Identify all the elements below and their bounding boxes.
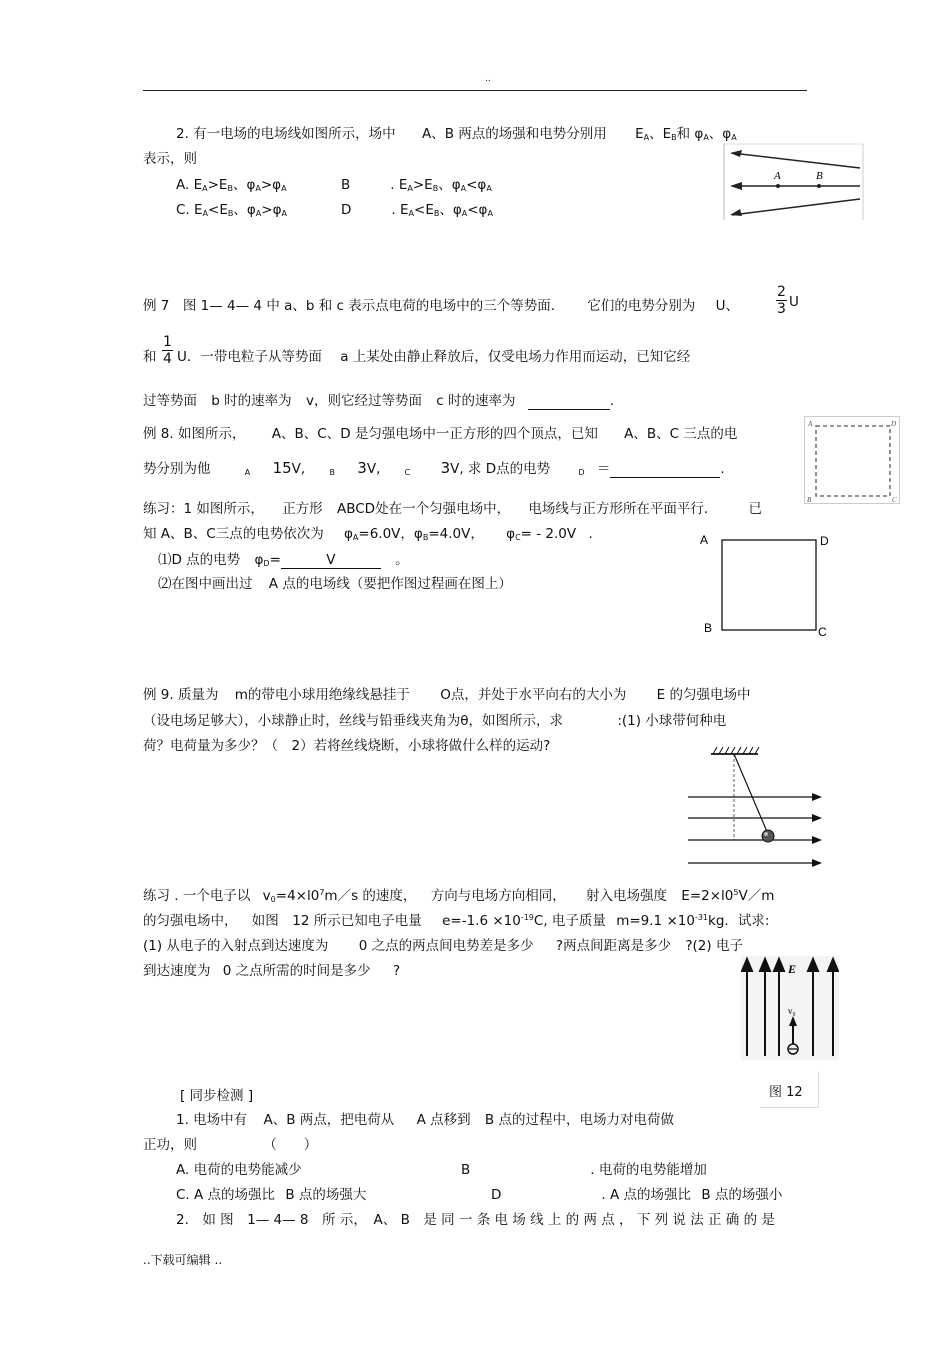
sync-q1-option-d: D . A 点的场强比 B 点的场强小 bbox=[491, 1187, 783, 1203]
square-vertex-a: A bbox=[700, 533, 709, 547]
q2-line2: 表示，则 bbox=[143, 151, 197, 167]
ex7-u-symbol: U bbox=[789, 294, 799, 310]
practice2-line1: 练习 . 一个电子以 $v_0=4\times l0^7m/s$ 的速度， 方向与电场方向相同， 射入电场强度 $E=2\times l0^5V/m$ bbox=[143, 888, 775, 904]
sync-q2: 2. 如 图 1— 4— 8 所 示， A、 B 是 同 一 条 电 场 线 上 的 两 点 ， 下 列 说 法 正 确 的 是 bbox=[176, 1212, 775, 1228]
ex8-answer-blank bbox=[610, 461, 720, 478]
dashed-square-figure bbox=[804, 416, 900, 504]
sync-q1-line1: 1. 电场中有 A、B 两点，把电荷从 A 点移到 B 点的过程中，电场力对电荷做 bbox=[176, 1112, 674, 1128]
ex9-line1: 例 9. 质量为 m的带电小球用绝缘线悬挂于 O点，并处于水平向右的大小为 E 的匀强电场中 bbox=[143, 687, 751, 703]
ex9-line2: （设电场足够大），小球静止时，丝线与铅垂线夹角为θ，如图所示，求 :(1) 小球带何种电 bbox=[143, 713, 727, 729]
practice2-line4: 到达速度为 0 之点所需的时间是多少 ? bbox=[143, 963, 401, 979]
figure-12-electron-field bbox=[741, 956, 839, 1060]
square-label-c: C bbox=[892, 496, 897, 504]
fraction-one-quarter: $\frac{1}{4}$ bbox=[163, 334, 172, 367]
q2-option-b: B . $E_A>E_B$、$\varphi_A<\varphi_A$ bbox=[341, 177, 492, 193]
square-label-a: A bbox=[808, 420, 813, 428]
q2-option-c: C. $E_A<E_B$、$\varphi_A>\varphi_A$ bbox=[176, 202, 287, 218]
square-vertex-c: C bbox=[818, 625, 827, 639]
sync-q1-option-b: B . 电荷的电势能增加 bbox=[461, 1162, 707, 1178]
ex7-line3: 过等势面 b 时的速率为 v，则它经过等势面 c 时的速率为 . bbox=[143, 393, 615, 409]
figure-12-label-v0: v₀ bbox=[788, 1006, 796, 1016]
footer-text: ..下载可编辑 .. bbox=[143, 1253, 223, 1267]
q2-line1: 2. 有一电场的电场线如图所示，场中 A、B 两点的场强和电势分别用 $E_A$、$E_B$和 $\varphi_A$、$\varphi_A$ bbox=[176, 126, 737, 142]
square-vertex-b: B bbox=[704, 621, 713, 635]
practice1-q1: ⑴D 点的电势 $\varphi_D= V$ 。 bbox=[158, 552, 409, 568]
sync-title: [ 同步检测 ] bbox=[180, 1088, 254, 1104]
figure-label-b: B bbox=[816, 170, 823, 182]
ex8-line1: 例 8. 如图所示， A、B、C、D 是匀强电场中一正方形的四个顶点，已知 A、B、C 三点的电 bbox=[143, 426, 738, 442]
sync-q1-line2: 正功，则 （ ） bbox=[143, 1137, 318, 1153]
header-dots: .. bbox=[485, 74, 491, 84]
practice1-line1: 练习：1 如图所示， 正方形 ABCD处在一个匀强电场中， 电场线与正方形所在平面平行. 已 bbox=[143, 501, 762, 517]
practice2-line3: (1) 从电子的入射点到达速度为 0 之点的两点间电势差是多少 ?两点间距离是多少 ?(2) 电子 bbox=[143, 938, 743, 954]
ex8-line2: 势分别为他 $_A$ 15V, $_B$ 3V, $_C$ 3V, 求 D点的电势 $_D$ ＝ . bbox=[143, 459, 725, 477]
ex9-line3: 荷？电荷量为多少？（ 2）若将丝线烧断，小球将做什么样的运动? bbox=[143, 738, 551, 754]
sync-q1-option-a: A. 电荷的电势能减少 bbox=[176, 1162, 302, 1178]
field-lines-figure bbox=[722, 142, 865, 222]
q2-option-a: A. $E_A>E_B$、$\varphi_A>\varphi_A$ bbox=[176, 177, 287, 193]
sync-q1-option-c: C. A 点的场强比 B 点的场强大 bbox=[176, 1187, 367, 1203]
practice1-answer-blank: V bbox=[281, 552, 381, 569]
header-rule bbox=[143, 90, 807, 91]
ex7-line2-prefix: 和 bbox=[143, 349, 157, 365]
figure-label-a: A bbox=[774, 170, 781, 182]
fraction-two-thirds: $\frac{2}{3}$ bbox=[777, 284, 786, 317]
ex7-answer-blank bbox=[528, 393, 610, 410]
figure-12-caption: 图 12 bbox=[760, 1071, 819, 1108]
ex7-line2: U．一带电粒子从等势面 a 上某处由静止释放后，仅受电场力作用而运动，已知它经 bbox=[177, 349, 691, 365]
square-label-d: D bbox=[891, 420, 897, 428]
q2-option-d: D . $E_A<E_B$、$\varphi_A<\varphi_A$ bbox=[341, 202, 493, 218]
square-figure bbox=[696, 530, 838, 642]
practice2-line2: 的匀强电场中， 如图 12 所示已知电子电量 $e=-1.6 \times 10^{-19}C$, 电子质量 $m=9.1 \times 10^{-31}kg$．试求: bbox=[143, 913, 770, 929]
square-label-b: B bbox=[807, 496, 812, 504]
practice1-q2: ⑵在图中画出过 A 点的电场线（要把作图过程画在图上） bbox=[158, 576, 512, 592]
ex7-line1: 例 7 图 1— 4— 4 中 a、b 和 c 表示点电荷的电场中的三个等势面. 它们的电势分别为 U、 bbox=[143, 298, 740, 314]
square-vertex-d: D bbox=[820, 534, 829, 548]
practice1-line2: 知 A、B、C三点的电势依次为 $\varphi_A=6.0V$，$\varphi_B=4.0V$， $\varphi_C= - 2.0V$ . bbox=[143, 526, 593, 542]
pendulum-field-figure bbox=[684, 744, 826, 870]
figure-12-label-e: E bbox=[788, 962, 797, 976]
